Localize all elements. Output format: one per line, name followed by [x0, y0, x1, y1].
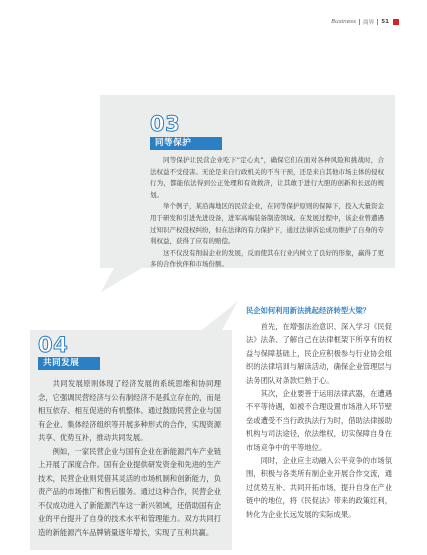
section-title: 共同发展: [38, 357, 100, 370]
sidebar-title: 民企如何利用新法挑起经济转型大梁？: [246, 306, 371, 315]
section-number: 04: [38, 333, 69, 357]
header-divider: [377, 19, 378, 25]
paragraph: 例如，一家民营企业与国有企业在新能源汽车产业链上开展了深度合作。国有企业提供研发资金和先进的生产技术，民营企业则凭借其灵活的市场机制和创新能力，负责产品的市场推广和售后服务。通过这种合作，民营企业不仅成功进入了新能源汽车这一新兴领域，还借助国有企业的平台提升了自身的技术水平和管理能力。双方共同打造的新能源汽车品牌销量逐年增长，实现了互利共赢。: [38, 446, 221, 537]
page-number: 51: [381, 18, 389, 25]
section-body: [150, 155, 384, 271]
paragraph: 其次，企业要善于运用法律武器，在遭遇不平等待遇，如被不合理设置市场准入环节壁垒或遭受不当行政执法行为时，借助法律援助机构与司法途径，依法维权，切实保障自身在市场竞争中的平等地位。: [246, 389, 392, 452]
header-divider: [359, 19, 360, 25]
page-marker: [393, 19, 399, 25]
paragraph: 同等保护让民营企业吃下“定心丸”，确保它们在面对各种风险和挑战时，合法权益不受侵害。无论是来自行政机关的不当干预，还是来自其他市场主体的侵权行为，都能依法得到公正处理和有效救济，让其敢于进行大胆的创新和长远的规划。: [150, 156, 384, 199]
header-section: 商界: [363, 19, 375, 26]
paragraph: 首先，在增强法治意识、深入学习《民促法》法条、了解自己在法律框架下所享有的权益与保障基础上，民企应积极参与行业协会组织的法律培训与解读活动，确保企业管理层与法务团队对条款烂熟于心。: [246, 322, 392, 385]
paragraph: 共同发展原则体现了经济发展的系统思维和协同理念，它强调民营经济与公有制经济不是孤立存在的，而是相互依存、相互促进的有机整体。通过鼓励民营企业与国有企业、集体经济组织等开展多种形式的合作，实现资源共享、优势互补，推动共同发展。: [38, 379, 221, 442]
sidebar-body: [246, 320, 392, 521]
running-header: [331, 17, 399, 26]
paragraph: 这不仅没有削弱企业的发展，反而使其在行业内树立了良好的形象，赢得了更多的合作伙伴和市场份额。: [150, 248, 384, 269]
paragraph: 举个例子，某沿海地区的民营企业，在同等保护原则的保障下，投入大量资金用于研发和引进先进设备，进军高端装备制造领域。在发展过程中，该企业曾遭遇过知识产权侵权纠纷，但在法律的有力保护下，通过法律诉讼成功维护了自身的专利权益，获得了应有的赔偿。: [150, 202, 384, 246]
header-brand: Business: [331, 18, 356, 25]
section-body: [38, 377, 221, 539]
section-title: 同等保护: [150, 137, 222, 150]
section-number: 03: [150, 112, 181, 136]
paragraph: 同时，企业应主动融入公平竞争的市场氛围，积极与各类所有制企业开展合作交流，通过优势互补、共同开拓市场，提升自身在产业链中的地位，将《民促法》带来的政策红利，转化为企业长远发展的实际成果。: [246, 456, 392, 519]
